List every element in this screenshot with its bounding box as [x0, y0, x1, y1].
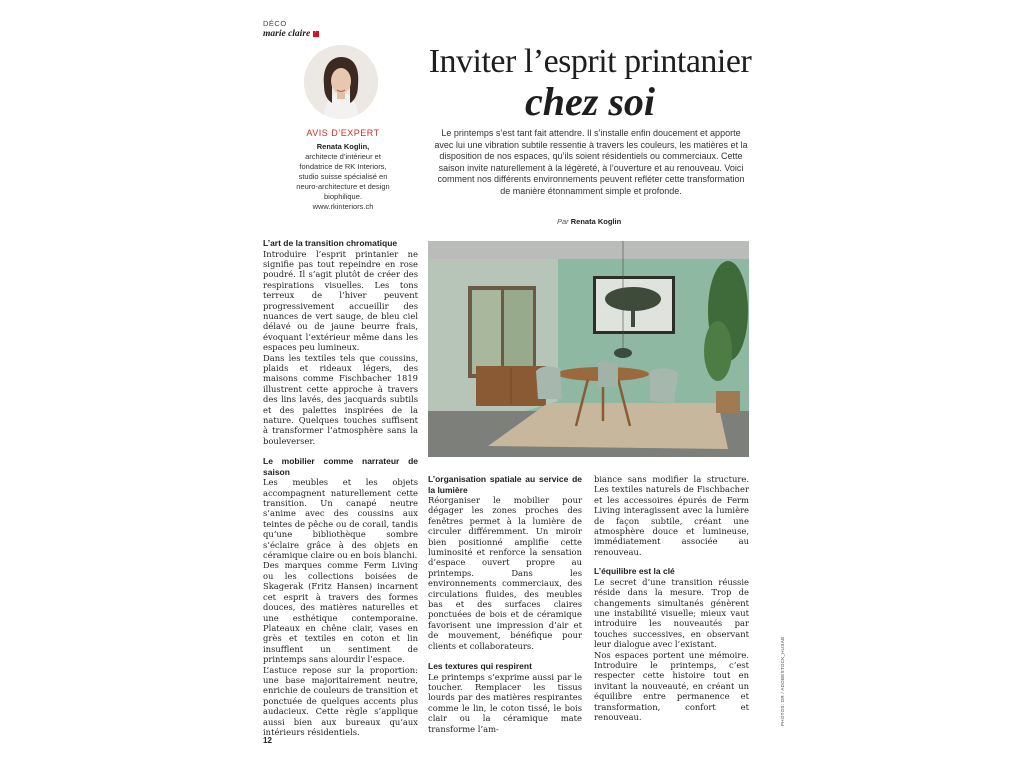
section-label: DÉCO — [263, 19, 287, 28]
column-3 — [594, 474, 749, 722]
brand-logo — [263, 29, 319, 39]
subheading: L’équilibre est la clé — [594, 566, 675, 577]
brand-name: marie claire — [263, 29, 311, 39]
swiss-flag-icon — [313, 31, 319, 37]
expert-line: studio suisse spécialisé en — [298, 172, 388, 181]
paragraph: biance sans modifier la structure. Les textiles naturels de Fischbacher et les accessoires épurés de Ferm Living interagissent avec la lumière de façon subtile, créant une atmosphère douce et lumineuse, immédiatement associée au renouveau. — [594, 474, 749, 557]
paragraph: Nos espaces portent une mémoire. Introduire le printemps, c’est respecter cette histoire tout en invitant la nouveauté, en créant un équilibre entre permanence et transformation, confort et renouveau. — [594, 649, 749, 723]
interior-photo — [428, 241, 749, 457]
byline — [557, 217, 621, 226]
byline-author: Renata Koglin — [570, 217, 622, 226]
paragraph: Des marques comme Ferm Living ou les collections boisées de Skagerak (Fritz Hansen) incarnent cet esprit à travers des formes douces, des matières naturelles et une esthétique contemporaine. Plateaux en chêne clair, vases en grès et textiles en coton et lin insufflent un sentiment de printemps sans alourdir l’espace. — [263, 560, 418, 665]
column-2 — [428, 474, 582, 734]
expert-line: architecte d’intérieur et — [305, 152, 381, 161]
paragraph: Les meubles et les objets accompagnent naturellement cette transition. Un canapé neutre s’anime avec des coussins aux teintes de pêche ou de corail, tandis qu’une bibliothèque sombre s’éclaire grâce à des objets en céramique claire ou en bois blanchi. — [263, 477, 418, 561]
paragraph: L’astuce repose sur la proportion: une base majoritairement neutre, enrichie de couleurs de transition et ponctuée de quelques accents plus audacieux. Cette règle s’applique aussi bien aux bureaux qu’aux intérieurs résidentiels. — [263, 664, 418, 737]
expert-line: neuro-architecture et design — [296, 182, 390, 191]
subheading: Le mobilier comme narrateur de saison — [263, 456, 418, 477]
paragraph: Réorganiser le mobilier pour dégager les zones proches des fenêtres permet à la lumière de circuler différemment. Un miroir bien positionné amplifie cette luminosité et renforce la sensation d’espace ouvert propre au printemps. Dans les environnements commerciaux, des circulations fluides, des meubles bas et des surfaces claires ponctuées de bois et de céramique favorisent une impression d’air et de mouvement, bénéfique pour clients et collaborateurs. — [428, 495, 582, 651]
paragraph: Le secret d’une transition réussie réside dans la mesure. Trop de changements simultanés génèrent une instabilité visuelle; mieux vaut introduire les nouveautés par touches successives, en observant leur dialogue avec l’existant. — [594, 576, 749, 650]
subheading: L’art de la transition chromatique — [263, 238, 398, 248]
column-1 — [263, 238, 418, 737]
expert-name: Renata Koglin, — [316, 142, 370, 151]
byline-prefix: Par — [557, 217, 569, 226]
expert-portrait — [304, 45, 378, 119]
section-header — [263, 19, 319, 39]
expert-box — [268, 128, 418, 212]
photo-credit: PHOTOS: DR / ADOBESTOCK_HUSAB — [780, 636, 785, 726]
subheading: Les textures qui respirent — [428, 661, 532, 672]
article-intro: Le printemps s’est tant fait attendre. Il s’installe enfin doucement et apporte avec lui une vibration subtile ressentie à travers les couleurs, les matières et la disposition de nos espaces, qu’ils soient résidentiels ou commerciaux. Cette saison invite naturellement à la légèreté, à l’ouverture et au renouveau. Voici comment nos différents environnements peuvent refléter cette transformation de manière étonnamment simple et profonde. — [434, 128, 748, 196]
paragraph: Introduire l’esprit printanier ne signifie pas tout repeindre en rose poudré. Il s’agit plutôt de créer des respirations visuelles. Les tons terreux de l’hiver peuvent progressivement accueillir des nuances de vert sauge, de bleu ciel délavé ou de jaune beurre frais, évoquant l’extérieur même dans les espaces peu lumineux. — [263, 248, 418, 353]
expert-line: biophilique. — [324, 192, 362, 201]
expert-line: fondatrice de RK Interiors, — [299, 162, 387, 171]
paragraph: Le printemps s’exprime aussi par le toucher. Remplacer les tissus lourds par des matières respirantes comme le lin, le coton tissé, le bois clair ou la céramique mate transforme l’am- — [428, 671, 582, 734]
paragraph: Dans les textiles tels que coussins, plaids et rideaux légers, des maisons comme Fischbacher 1819 illustrent cette approche à travers des lins lavés, des jacquards subtils et des palettes inspirées de la nature. Quelques touches suffisent à transformer l’atmosphère sans la bouleverser. — [263, 352, 418, 446]
subheading: L’organisation spatiale au service de la lumière — [428, 474, 582, 495]
article-title-emphasis: chez soi — [525, 79, 655, 124]
expert-label: AVIS D’EXPERT — [306, 128, 380, 138]
expert-website-link[interactable]: www.rkinteriors.ch — [312, 202, 374, 211]
page-number: 12 — [263, 736, 272, 745]
article-title: Inviter l’esprit printanier — [428, 43, 752, 80]
